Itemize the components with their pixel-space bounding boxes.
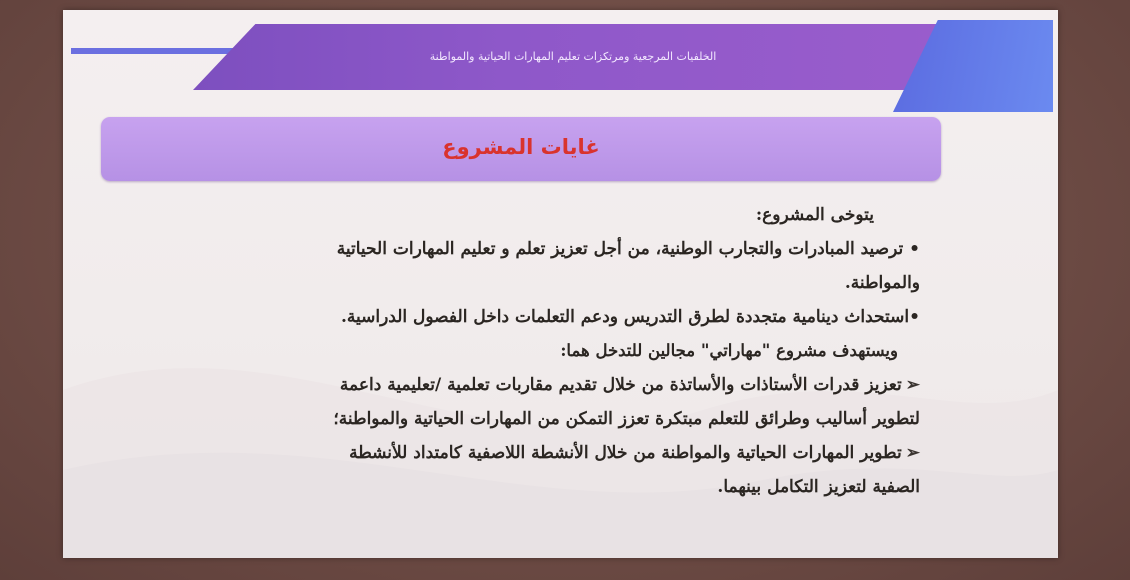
slide-header-title: الخلفيات المرجعية ومرتكزات تعليم المهارات الحياتية والمواطنة [429, 50, 717, 63]
arrow-bullet-icon: ➢ [905, 443, 920, 463]
section-title-box [101, 117, 941, 181]
bullet-1-line-1: • ترصيد المبادرات والتجارب الوطنية، من أجل تعزيز تعلم و تعليم المهارات الحياتية [336, 239, 920, 259]
section-title: غايات المشروع [442, 135, 600, 159]
arrow-item-1-text: تعزيز قدرات الأستاذات والأساتذة من خلال تقديم مقاربات تعلمية /تعليمية داعمة [339, 375, 902, 395]
intro-line: يتوخى المشروع: [755, 205, 874, 225]
bullet-2: •استحداث دينامية متجددة لطرق التدريس ودعم التعلمات داخل الفصول الدراسية. [340, 307, 920, 327]
slide-body-text [180, 198, 920, 504]
arrow-item-2-text: تطوير المهارات الحياتية والمواطنة من خلال الأنشطة اللاصفية كامتداد للأنشطة [349, 443, 902, 463]
target-intro-line: ويستهدف مشروع "مهاراتي" مجالين للتدخل هما: [560, 341, 898, 360]
arrow-item-2-line-2: الصفية لتعزيز التكامل بينهما. [717, 477, 920, 497]
presentation-slide [63, 10, 1058, 558]
bullet-1-line-2: والمواطنة. [844, 273, 920, 293]
arrow-item-1-line-2: لتطوير أساليب وطرائق للتعلم مبتكرة تعزز التمكن من المهارات الحياتية والمواطنة؛ [333, 409, 920, 429]
arrow-bullet-icon: ➢ [905, 375, 920, 395]
arrow-item-1-line-1 [180, 368, 920, 402]
arrow-item-2-line-1 [180, 436, 920, 470]
